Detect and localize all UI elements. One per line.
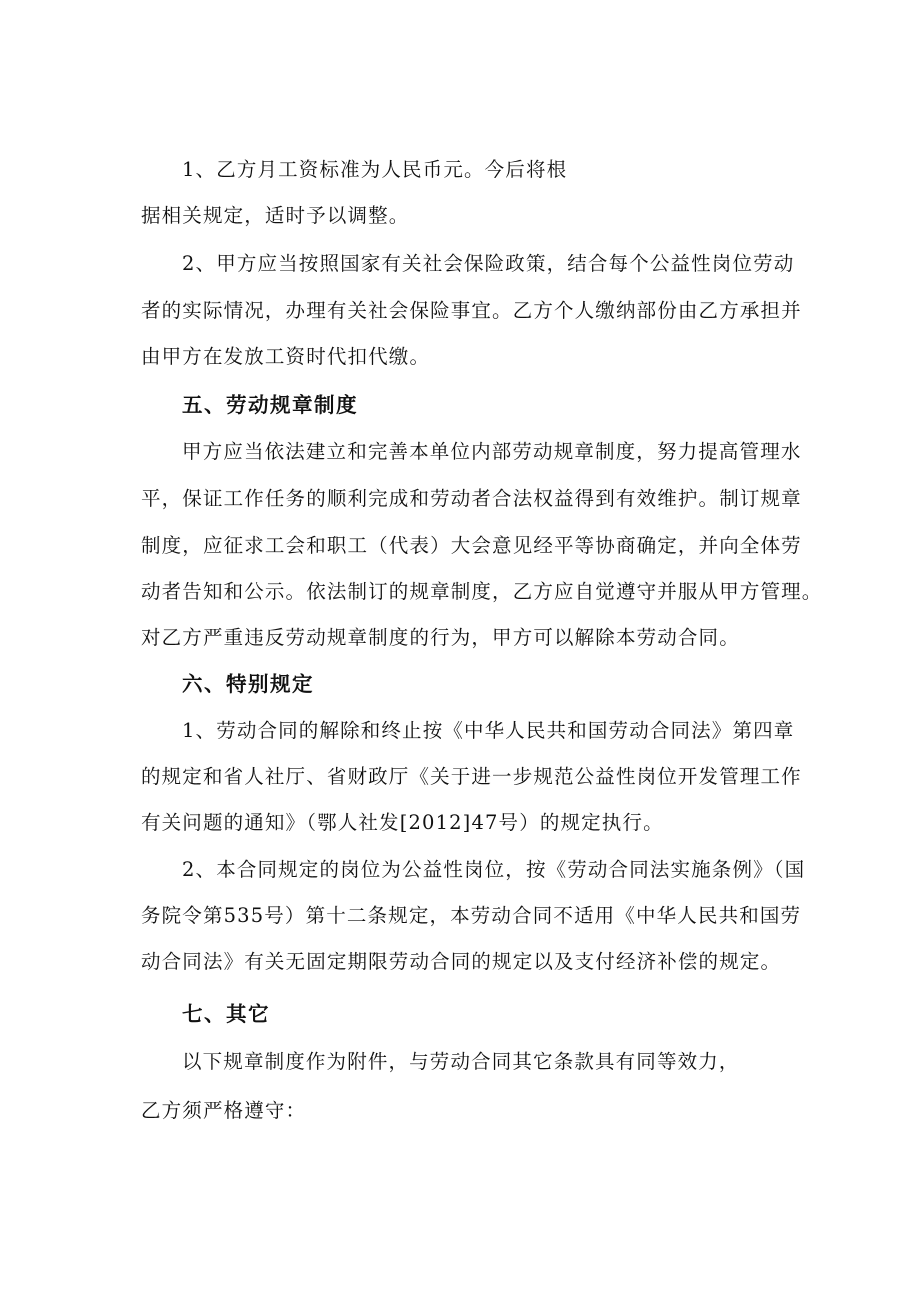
paragraph-other-line-2: 乙方须严格遵守： — [141, 1099, 307, 1122]
paragraph-insurance-line-2: 者的实际情况，办理有关社会保险事宜。乙方个人缴纳部份由乙方承担并 — [141, 299, 802, 322]
paragraph-wage-line-1: 1、乙方月工资标准为人民币元。今后将根 — [182, 158, 568, 181]
paragraph-rules-line-4: 动者告知和公示。依法制订的规章制度，乙方应自觉遵守并服从甲方管理。 — [141, 580, 823, 603]
paragraph-special-2-line-1: 2、本合同规定的岗位为公益性岗位，按《劳动合同法实施条例》（国 — [182, 858, 806, 881]
section-heading-7: 七、其它 — [182, 1002, 270, 1026]
paragraph-special-1-line-2: 的规定和省人社厅、省财政厅《关于进一步规范公益性岗位开发管理工作 — [141, 765, 802, 788]
paragraph-special-1-line-1: 1、劳动合同的解除和终止按《中华人民共和国劳动合同法》第四章 — [182, 719, 795, 742]
paragraph-special-2-line-2: 务院令第535号）第十二条规定，本劳动合同不适用《中华人民共和国劳 — [141, 904, 802, 927]
paragraph-special-1-line-3: 有关问题的通知》（鄂人社发[2012]47号）的规定执行。 — [141, 811, 664, 834]
paragraph-wage-line-2: 据相关规定，适时予以调整。 — [141, 204, 410, 227]
paragraph-rules-line-5: 对乙方严重违反劳动规章制度的行为，甲方可以解除本劳动合同。 — [141, 626, 740, 649]
section-heading-5: 五、劳动规章制度 — [182, 393, 358, 417]
paragraph-other-line-1: 以下规章制度作为附件，与劳动合同其它条款具有同等效力， — [182, 1050, 740, 1073]
paragraph-insurance-line-1: 2、甲方应当按照国家有关社会保险政策，结合每个公益性岗位劳动 — [182, 252, 795, 275]
paragraph-rules-line-2: 平，保证工作任务的顺利完成和劳动者合法权益得到有效维护。制订规章 — [141, 487, 802, 510]
section-heading-6: 六、特别规定 — [182, 672, 314, 696]
paragraph-rules-line-1: 甲方应当依法建立和完善本单位内部劳动规章制度，努力提高管理水 — [182, 440, 802, 463]
paragraph-rules-line-3: 制度，应征求工会和职工（代表）大会意见经平等协商确定，并向全体劳 — [141, 534, 802, 557]
paragraph-insurance-line-3: 由甲方在发放工资时代扣代缴。 — [141, 345, 431, 368]
paragraph-special-2-line-3: 动合同法》有关无固定期限劳动合同的规定以及支付经济补偿的规定。 — [141, 950, 782, 973]
